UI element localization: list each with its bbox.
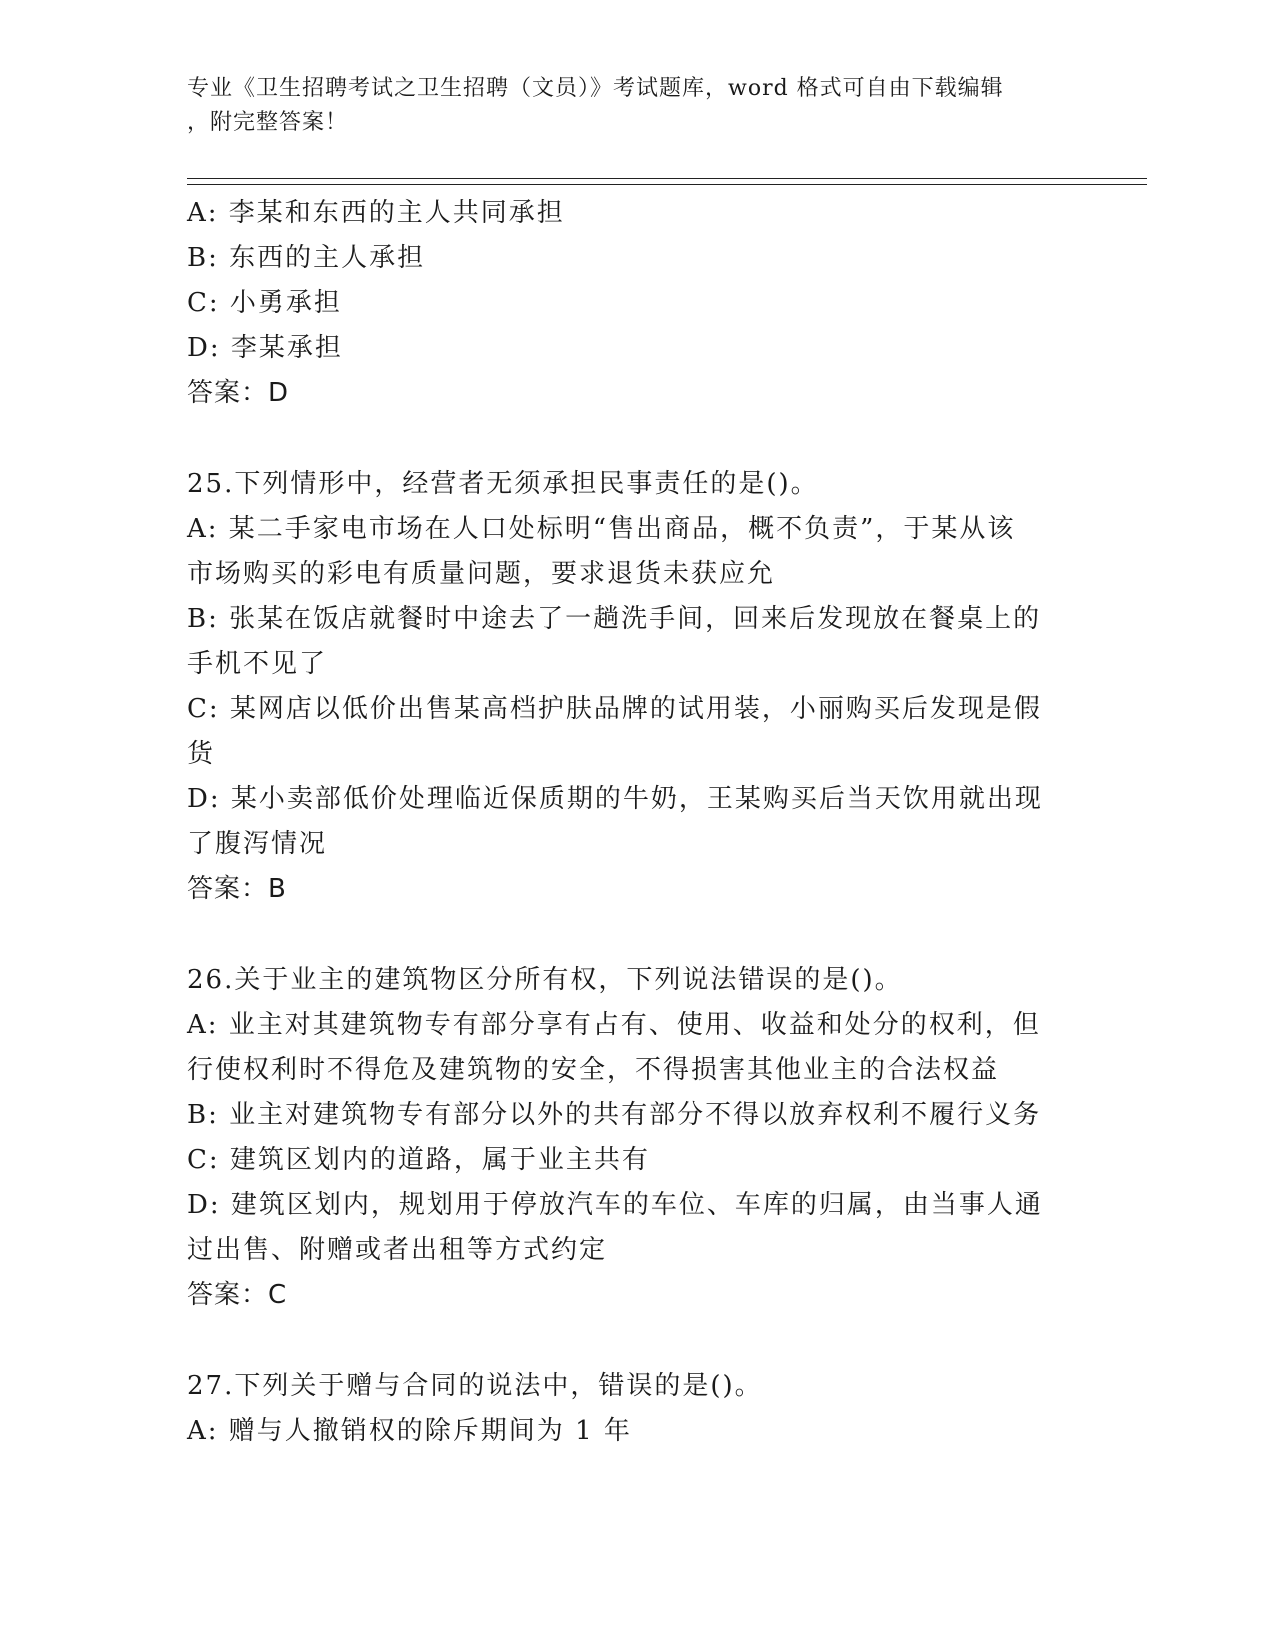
option-c: C: 某网店以低价出售某高档护肤品牌的试用装，小丽购买后发现是假 (187, 694, 1042, 724)
answer-label: 答案：C (187, 1280, 288, 1310)
header-rule-bottom (187, 184, 1147, 185)
question-25 (187, 462, 1087, 912)
option-a-cont: 市场购买的彩电有质量问题，要求退货未获应允 (187, 559, 776, 589)
header-line-1: 专业《卫生招聘考试之卫生招聘（文员）》考试题库，word 格式可自由下载编辑 (187, 76, 1004, 101)
option-c-cont: 货 (187, 739, 216, 769)
question-27 (187, 1364, 1087, 1454)
option-d: D: 建筑区划内，规划用于停放汽车的车位、车库的归属，由当事人通 (187, 1190, 1043, 1220)
option-a: A: 赠与人撤销权的除斥期间为 1 年 (187, 1416, 632, 1446)
question-24-options (187, 191, 1087, 416)
spacer (187, 912, 1087, 958)
option-d: D: 某小卖部低价处理临近保质期的牛奶，王某购买后当天饮用就出现 (187, 784, 1043, 814)
option-c: C: 建筑区划内的道路，属于业主共有 (187, 1145, 650, 1175)
option-b: B: 张某在饭店就餐时中途去了一趟洗手间，回来后发现放在餐桌上的 (187, 604, 1042, 634)
option-a: A: 业主对其建筑物专有部分享有占有、使用、收益和处分的权利，但 (187, 1010, 1041, 1040)
question-text: 26.关于业主的建筑物区分所有权，下列说法错误的是()。 (187, 965, 903, 995)
spacer (187, 416, 1087, 462)
option-d: D: 李某承担 (187, 333, 343, 363)
option-b: B: 东西的主人承担 (187, 243, 426, 273)
option-d-cont: 过出售、附赠或者出租等方式约定 (187, 1235, 608, 1265)
header-rule-top (187, 178, 1147, 179)
question-26 (187, 958, 1087, 1318)
option-b-cont: 手机不见了 (187, 649, 328, 679)
option-d-cont: 了腹泻情况 (187, 829, 328, 859)
answer-label: 答案：B (187, 874, 287, 904)
answer-label: 答案：D (187, 378, 290, 408)
option-c: C: 小勇承担 (187, 288, 342, 318)
option-a: A: 某二手家电市场在人口处标明“售出商品，概不负责”，于某从该 (187, 514, 1016, 544)
question-text: 25.下列情形中，经营者无须承担民事责任的是()。 (187, 469, 819, 499)
option-b: B: 业主对建筑物专有部分以外的共有部分不得以放弃权利不履行义务 (187, 1100, 1042, 1130)
document-header (187, 72, 1067, 140)
option-a-cont: 行使权利时不得危及建筑物的安全，不得损害其他业主的合法权益 (187, 1055, 1000, 1085)
header-line-2: ，附完整答案！ (187, 110, 349, 135)
option-a: A: 李某和东西的主人共同承担 (187, 198, 565, 228)
question-text: 27.下列关于赠与合同的说法中，错误的是()。 (187, 1371, 763, 1401)
spacer (187, 1318, 1087, 1364)
document-body (187, 191, 1087, 1454)
